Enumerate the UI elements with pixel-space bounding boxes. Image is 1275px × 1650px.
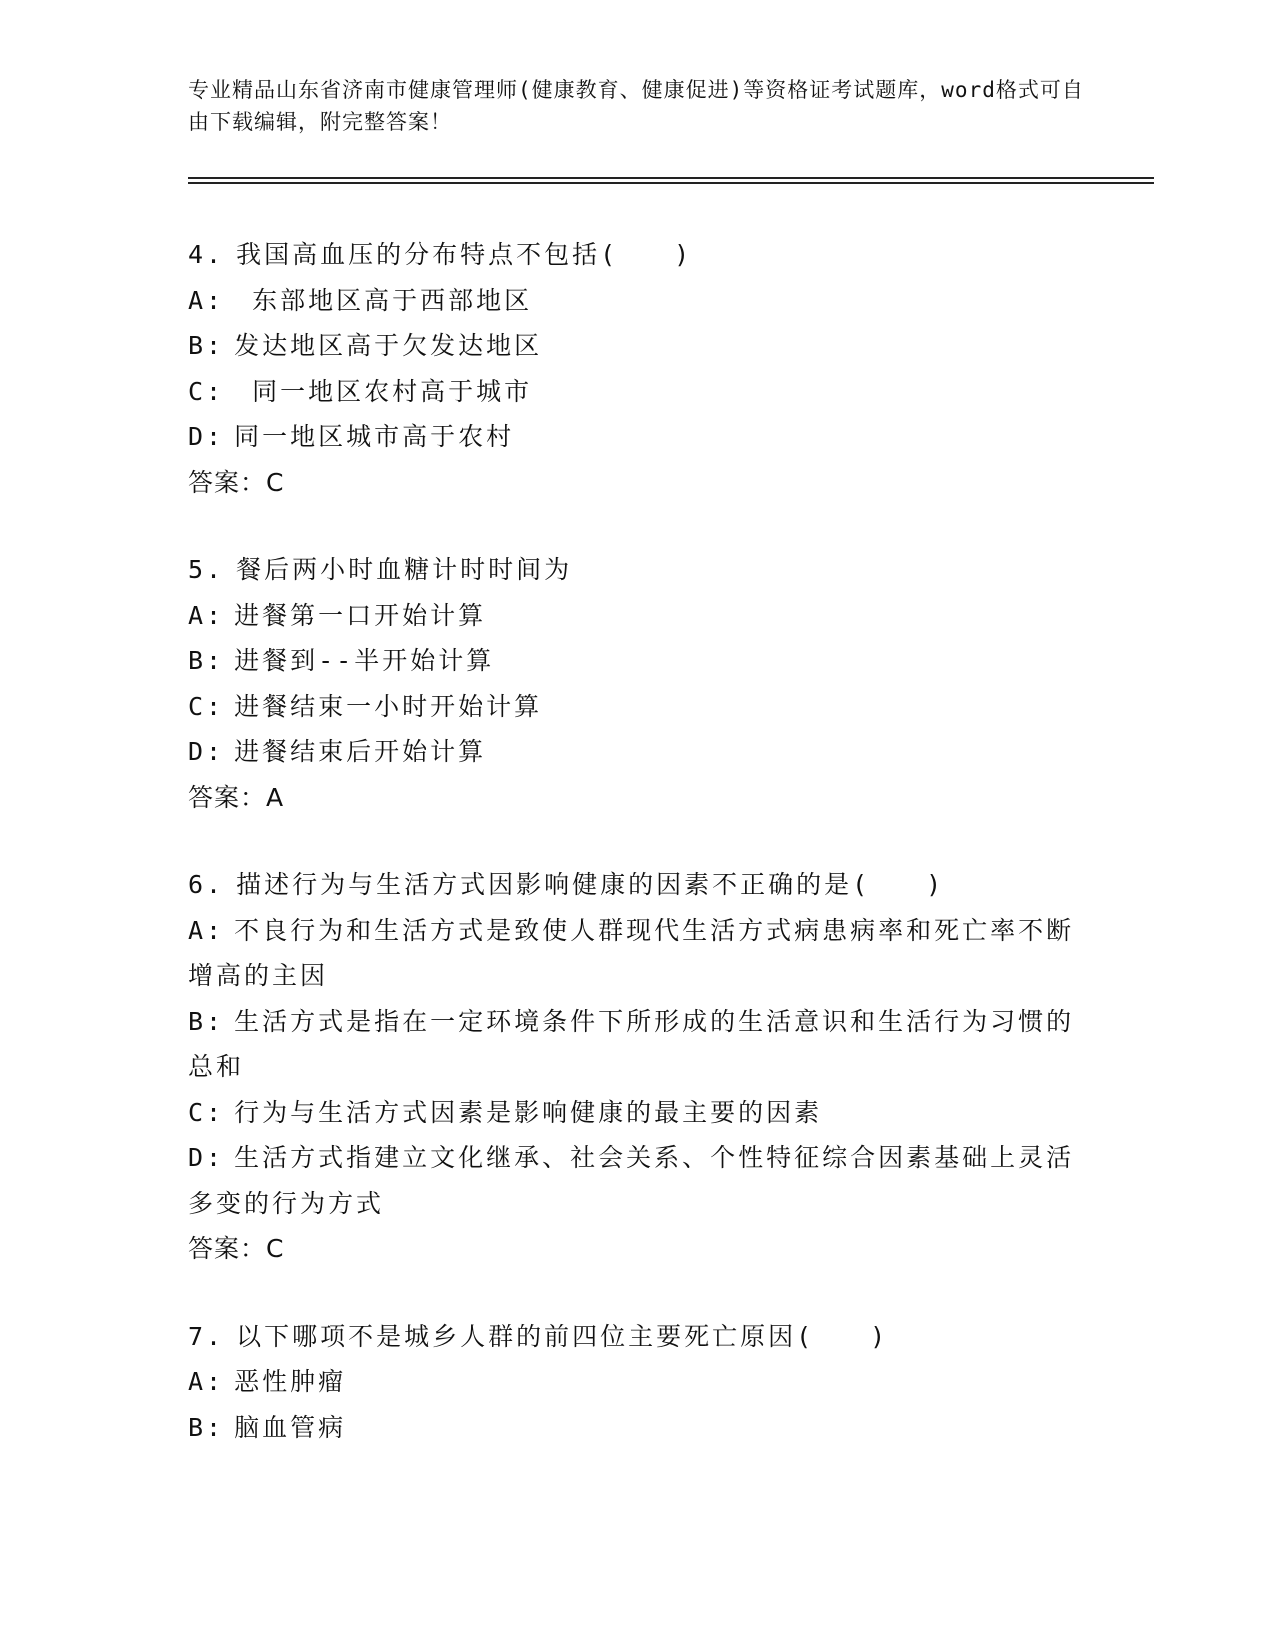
answer-line: 答案：C	[188, 467, 285, 497]
question-stem	[188, 1314, 1088, 1360]
option-text: 脑血管病	[234, 1412, 347, 1442]
option-text: 同一地区农村高于城市	[234, 376, 533, 406]
question-7	[188, 1314, 1088, 1451]
question-stem	[188, 862, 1088, 908]
document-header	[188, 74, 1088, 138]
header-divider-bottom	[188, 182, 1154, 184]
option-c	[188, 684, 1088, 730]
option-key: D:	[188, 422, 225, 451]
question-number: 7.	[188, 1321, 225, 1351]
option-text: 不良行为和生活方式是致使人群现代生活方式病患病率和死亡率不断增高的主因	[188, 915, 1075, 990]
option-text: 生活方式是指在一定环境条件下所形成的生活意识和生活行为习惯的总和	[188, 1006, 1075, 1081]
option-text: 东部地区高于西部地区	[234, 285, 533, 315]
option-text: 进餐结束后开始计算	[234, 737, 487, 766]
option-text: 行为与生活方式因素是影响健康的最主要的因素	[234, 1097, 823, 1127]
option-b	[188, 1405, 1088, 1451]
option-b	[188, 323, 1088, 369]
option-key: B:	[188, 331, 225, 360]
option-a	[188, 1359, 1088, 1405]
header-text: 专业精品山东省济南市健康管理师(健康教育、健康促进)等资格证考试题库，word格式可自由下载编辑，附完整答案！	[188, 78, 1084, 134]
question-text: 餐后两小时血糖计时时间为	[236, 555, 573, 584]
question-number: 4.	[188, 240, 225, 269]
option-text: 进餐第一口开始计算	[234, 600, 487, 630]
option-b	[188, 638, 1088, 684]
option-text: 进餐结束一小时开始计算	[234, 691, 543, 721]
option-a	[188, 278, 1088, 324]
option-text: 同一地区城市高于农村	[234, 422, 515, 451]
option-text: 生活方式指建立文化继承、社会关系、个性特征综合因素基础上灵活多变的行为方式	[188, 1143, 1075, 1218]
option-key: C:	[188, 691, 225, 721]
question-4	[188, 232, 1088, 505]
option-key: C:	[188, 1097, 225, 1127]
option-a	[188, 593, 1088, 639]
option-text: 进餐到--半开始计算	[234, 646, 495, 675]
question-5	[188, 547, 1088, 820]
option-key: D:	[188, 737, 225, 766]
option-text: 发达地区高于欠发达地区	[234, 331, 543, 360]
option-key: B:	[188, 1006, 225, 1036]
option-key: A:	[188, 600, 225, 630]
answer-line: 答案：C	[188, 1234, 285, 1263]
option-a	[188, 908, 1088, 999]
option-key: D:	[188, 1143, 225, 1172]
option-key: A:	[188, 285, 225, 315]
option-d	[188, 1135, 1088, 1226]
answer-line: 答案：A	[188, 782, 285, 812]
option-b	[188, 999, 1088, 1090]
option-text: 恶性肿瘤	[234, 1367, 347, 1396]
question-text: 描述行为与生活方式因影响健康的因素不正确的是( )	[236, 870, 945, 899]
question-stem	[188, 547, 1088, 593]
header-divider-top	[188, 177, 1154, 179]
option-key: B:	[188, 1412, 225, 1442]
question-list	[188, 232, 1088, 1492]
option-c	[188, 1090, 1088, 1136]
question-number: 5.	[188, 555, 225, 584]
question-stem	[188, 232, 1088, 278]
question-text: 我国高血压的分布特点不包括( )	[236, 240, 693, 269]
option-key: C:	[188, 376, 225, 406]
option-key: A:	[188, 1367, 225, 1396]
question-6	[188, 862, 1088, 1272]
option-key: A:	[188, 915, 225, 945]
option-key: B:	[188, 646, 225, 675]
option-d	[188, 729, 1088, 775]
question-text: 以下哪项不是城乡人群的前四位主要死亡原因( )	[236, 1321, 889, 1351]
option-d	[188, 414, 1088, 460]
option-c	[188, 369, 1088, 415]
question-number: 6.	[188, 870, 225, 899]
